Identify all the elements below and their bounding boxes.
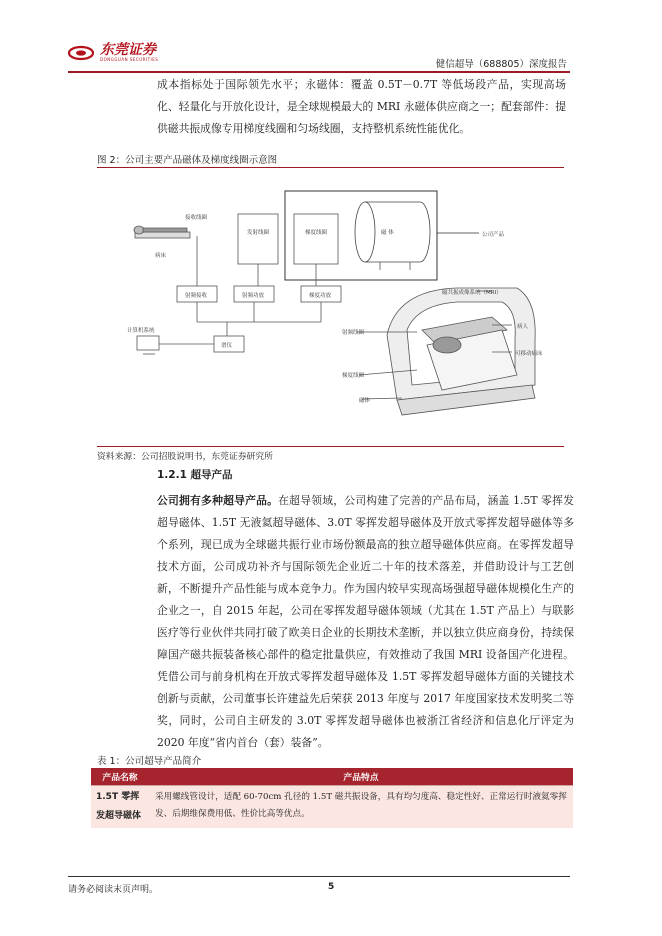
section-paragraph bbox=[157, 490, 574, 754]
spectrometer-label: 谱仪 bbox=[221, 343, 233, 349]
bed-label: 病床 bbox=[155, 253, 167, 259]
figure-top-rule bbox=[97, 167, 564, 168]
rf-amp-label: 射频功放 bbox=[242, 293, 265, 299]
intro-paragraph: 成本指标处于国际领先水平；永磁体：覆盖 0.5T－0.7T 等低场段产品，实现高场化、轻量化与开放化设计，是全球规模最大的 MRI 永磁体供应商之一；配套部件：提供磁共振成像专用梯度线圈和匀场线圈，支持整机系统性能优化。 bbox=[157, 78, 566, 135]
computer-label: 计算机系统 bbox=[127, 328, 155, 334]
logo-subtext: DONGGUAN SECURITIES bbox=[100, 57, 159, 62]
mri-system-label: 磁共振成像系统（MRI） bbox=[442, 290, 502, 296]
footer-disclaimer: 请务必阅读末页声明。 bbox=[68, 885, 159, 895]
gradient-coil-label: 梯度线圈 bbox=[305, 230, 328, 236]
section-lead: 公司拥有多种超导产品。 bbox=[157, 494, 279, 507]
gradient-coil-label-2: 梯度线圈 bbox=[342, 373, 365, 379]
page-number: 5 bbox=[328, 882, 335, 892]
figure-source: 资料来源：公司招股说明书，东莞证券研究所 bbox=[97, 452, 273, 462]
company-logo bbox=[68, 43, 158, 62]
mri-diagram bbox=[97, 170, 564, 445]
product-table bbox=[91, 768, 573, 828]
footer-divider bbox=[68, 876, 570, 877]
section-body: 在超导领域，公司构建了完善的产品布局，涵盖 1.5T 零挥发超导磁体、1.5T 无液氦超导磁体、3.0T 零挥发超导磁体及开放式零挥发超导磁体等多个系列，现已成为全球磁共振行业市场份额最高的独立超导磁体供应商。在零挥发超导技术方面，公司成功补齐与国际领先企业近二十年的技术落差，并借助设计与工艺创新，不断提升产品性能与成本竞争力。作为国内较早实现高场强超导磁体规模化生产的企业之一，自 2015 年起，公司在零挥发超导磁体领域（尤其在 1.5T 产品上）与联影医疗等行业伙伴共同打破了欧美日企业的长期技术垄断，并以独立供应商身份，持续保障国产磁共振装备核心部件的稳定批量供应，有效推动了我国 MRI 设备国产化进程。凭借公司与前身机构在开放式零挥发超导磁体及 1.5T 零挥发超导磁体方面的关键技术创新与贡献，公司董事长许建益先后荣获 2013 年度与 2017 年度国家技术发明奖二等奖，同时，公司自主研发的 3.0T 零挥发超导磁体也被浙江省经济和信息化厅评定为 2020 年度“省内首台（套）装备”。 bbox=[157, 494, 574, 749]
transmit-coil-label: 发射线圈 bbox=[247, 230, 270, 236]
gradient-amp-label: 梯度功放 bbox=[309, 293, 332, 299]
gradient-coil-box bbox=[294, 214, 338, 264]
report-title: 健信超导（688805）深度报告 bbox=[435, 59, 567, 70]
transmit-coil-box bbox=[238, 214, 278, 264]
rf-receive-label: 射频接收 bbox=[185, 293, 208, 299]
logo-text: 东莞证券 bbox=[100, 42, 156, 58]
rf-coil-label: 射频线圈 bbox=[342, 330, 365, 336]
patient-label: 病人 bbox=[517, 324, 529, 330]
table-title: 表 1：公司超导产品简介 bbox=[97, 756, 202, 767]
section-heading: 1.2.1 超导产品 bbox=[157, 469, 233, 481]
magnet-label: 磁 体 bbox=[381, 230, 394, 236]
bed-shape bbox=[135, 232, 190, 238]
figure-bottom-rule bbox=[97, 446, 564, 447]
table-header-feature: 产品特点 bbox=[149, 768, 573, 786]
receive-coil-label: 接收线圈 bbox=[185, 215, 208, 221]
logo-mark-icon bbox=[68, 45, 94, 61]
company-product-label: 公司产品 bbox=[482, 232, 505, 238]
figure-title: 图 2：公司主要产品磁体及梯度线圈示意图 bbox=[97, 155, 278, 166]
computer-icon bbox=[137, 336, 159, 350]
table-row bbox=[91, 786, 573, 829]
product-feature-cell: 采用螺线管设计，适配 60-70cm 孔径的 1.5T 磁共振设备，具有均匀度高、稳定性好、正常运行时液氦零挥发、后期维保费用低、性价比高等优点。 bbox=[149, 786, 573, 829]
movable-bed-label: 可移动病床 bbox=[515, 351, 543, 357]
header-divider bbox=[68, 71, 570, 73]
magnet-label-2: 磁体 bbox=[359, 398, 371, 404]
mri-machine-illustration bbox=[357, 288, 535, 415]
table-header-name: 产品名称 bbox=[91, 768, 149, 786]
product-name-cell: 1.5T 零挥发超导磁体 bbox=[91, 786, 149, 829]
